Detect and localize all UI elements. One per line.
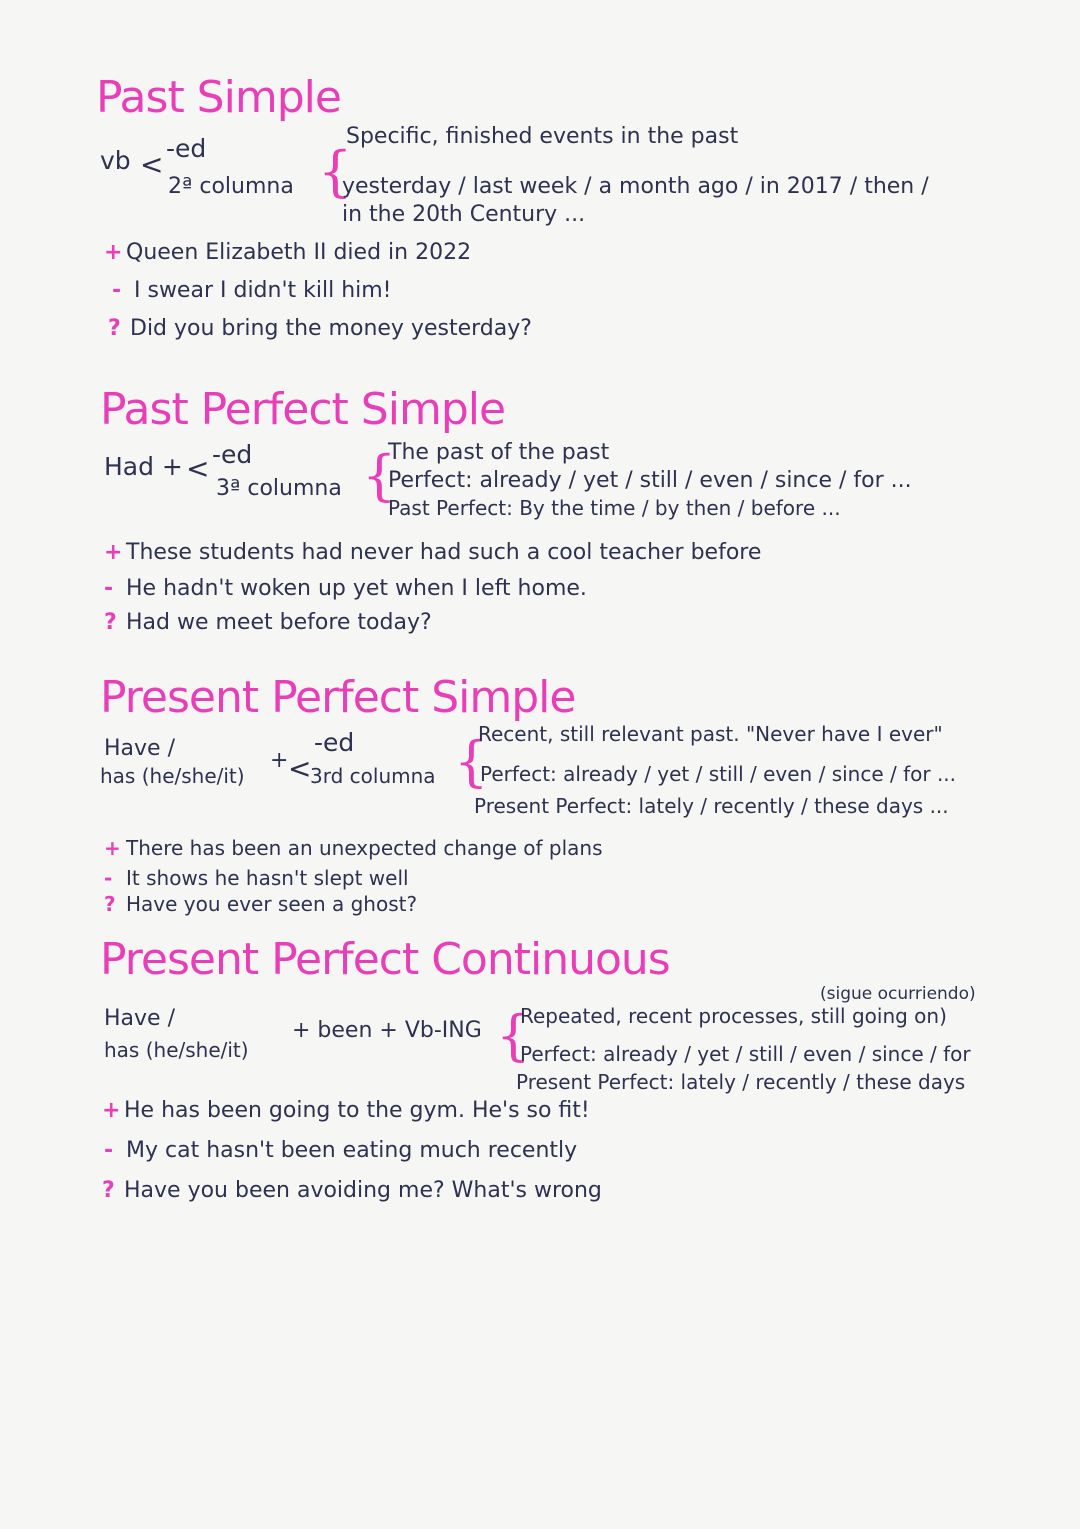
formula-core: + been + Vb-ING xyxy=(292,1018,482,1043)
example-text: Had we meet before today? xyxy=(126,610,432,635)
aside-note: (sigue ocurriendo) xyxy=(820,984,976,1004)
formula-bottom: 3rd columna xyxy=(310,764,436,788)
formula-plus: + xyxy=(270,748,289,773)
question-icon: ? xyxy=(104,892,116,916)
formula-prefix-line2: has (he/she/it) xyxy=(104,1038,249,1062)
section-title-present-perfect-simple: Present Perfect Simple xyxy=(100,672,576,723)
minus-icon: - xyxy=(104,1138,114,1163)
example-positive xyxy=(104,240,471,265)
section-title-present-perfect-continuous: Present Perfect Continuous xyxy=(100,934,670,985)
minus-icon: - xyxy=(104,866,113,890)
formula-bottom: 3ª columna xyxy=(216,476,342,501)
brace-icon: { xyxy=(496,1004,531,1067)
example-text: I swear I didn't kill him! xyxy=(134,278,392,303)
use-line: The past of the past xyxy=(388,440,610,465)
example-positive xyxy=(104,836,603,860)
example-text: My cat hasn't been eating much recently xyxy=(126,1138,578,1163)
use-line: in the 20th Century ... xyxy=(342,202,586,227)
section-title-past-simple: Past Simple xyxy=(96,72,341,123)
formula-top: -ed xyxy=(314,728,355,757)
example-text: Have you been avoiding me? What's wrong xyxy=(124,1178,602,1203)
example-negative xyxy=(104,1138,577,1163)
example-positive xyxy=(102,1098,590,1123)
formula-prefix: vb xyxy=(100,146,131,175)
minus-icon: - xyxy=(112,278,122,303)
example-text: Did you bring the money yesterday? xyxy=(130,316,532,341)
example-positive xyxy=(104,540,761,565)
formula-top: -ed xyxy=(166,134,207,163)
example-text: He hadn't woken up yet when I left home. xyxy=(126,576,587,601)
plus-icon: + xyxy=(104,240,123,265)
use-line: yesterday / last week / a month ago / in 2017 / then / xyxy=(342,174,929,199)
formula-prefix-line1: Have / xyxy=(104,736,175,761)
formula-prefix: Had + xyxy=(104,452,183,481)
formula-branch: < xyxy=(140,148,164,181)
example-question xyxy=(102,1178,602,1203)
example-text: Queen Elizabeth II died in 2022 xyxy=(126,240,472,265)
question-icon: ? xyxy=(102,1178,115,1203)
example-question xyxy=(108,316,532,341)
formula-prefix-line2: has (he/she/it) xyxy=(100,764,245,788)
example-negative xyxy=(104,576,587,601)
question-icon: ? xyxy=(104,610,117,635)
use-line: Perfect: already / yet / still / even / since / for xyxy=(520,1042,971,1066)
example-text: It shows he hasn't slept well xyxy=(126,866,409,890)
example-question xyxy=(104,892,417,916)
example-text: He has been going to the gym. He's so fit! xyxy=(124,1098,590,1123)
use-line: Recent, still relevant past. "Never have I ever" xyxy=(478,722,943,746)
minus-icon: - xyxy=(104,576,114,601)
use-line: Perfect: already / yet / still / even / since / for ... xyxy=(388,468,912,493)
plus-icon: + xyxy=(104,836,121,860)
example-negative xyxy=(112,278,392,303)
use-line: Past Perfect: By the time / by then / before ... xyxy=(388,496,841,520)
question-icon: ? xyxy=(108,316,121,341)
formula-bottom: 2ª columna xyxy=(168,174,294,199)
brace-icon: { xyxy=(454,730,489,793)
brace-icon: { xyxy=(318,140,353,203)
example-text: Have you ever seen a ghost? xyxy=(126,892,418,916)
use-line: Repeated, recent processes, still going on) xyxy=(520,1004,947,1028)
plus-icon: + xyxy=(104,540,123,565)
use-line: Perfect: already / yet / still / even / since / for ... xyxy=(480,762,957,786)
formula-top: -ed xyxy=(212,440,253,469)
section-title-past-perfect-simple: Past Perfect Simple xyxy=(100,384,506,435)
example-text: There has been an unexpected change of plans xyxy=(126,836,603,860)
use-line: Specific, finished events in the past xyxy=(346,124,739,149)
formula-branch: < xyxy=(186,452,210,485)
use-line: Present Perfect: lately / recently / these days xyxy=(516,1070,966,1094)
plus-icon: + xyxy=(102,1098,121,1123)
example-text: These students had never had such a cool teacher before xyxy=(126,540,762,565)
use-line: Present Perfect: lately / recently / these days ... xyxy=(474,794,949,818)
example-question xyxy=(104,610,432,635)
formula-prefix-line1: Have / xyxy=(104,1006,175,1031)
example-negative xyxy=(104,866,409,890)
brace-icon: { xyxy=(362,444,397,507)
formula-branch: < xyxy=(288,752,312,785)
